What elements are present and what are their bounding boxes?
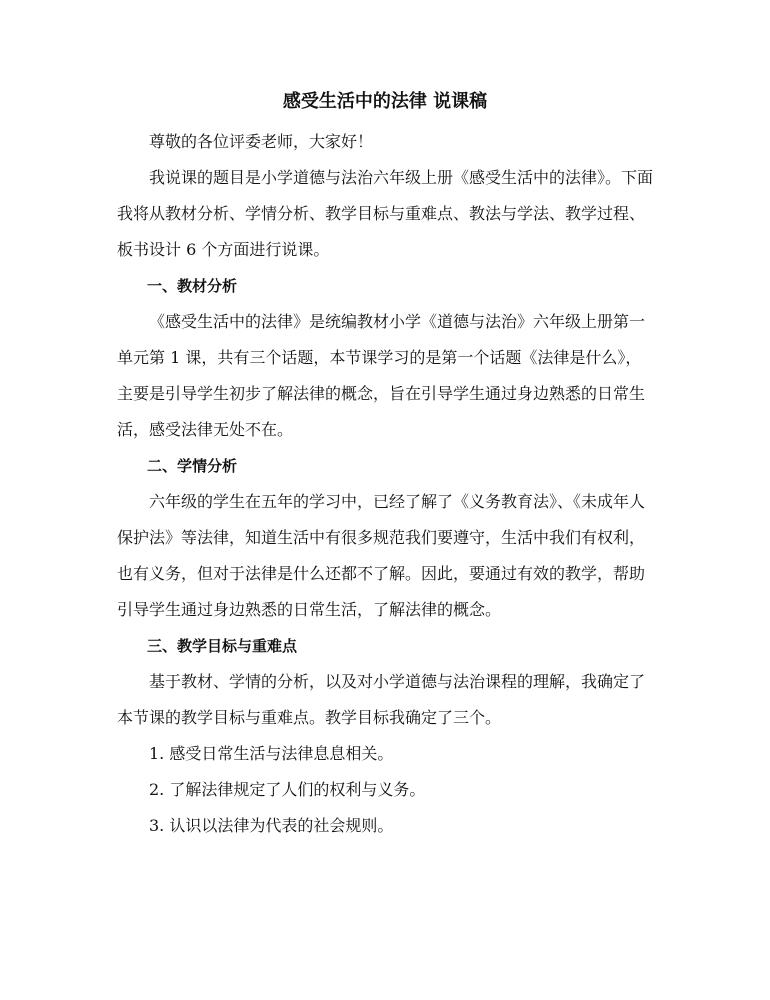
greeting-paragraph: 尊敬的各位评委老师，大家好！ — [149, 132, 374, 151]
document-title: 感受生活中的法律 说课稿 — [282, 91, 488, 112]
section-heading: 二、学情分析 — [147, 457, 238, 475]
body-paragraph: 《感受生活中的法律》是统编教材小学《道德与法治》六年级上册第一单元第 1 课，共有三个话题，本节课学习的是第一个话题《法律是什么》，主要是引导学生初步了解法律的概念，旨在引导学生通过身边熟悉的日常生活，感受法律无处不在。 — [117, 312, 646, 439]
body-paragraph: 基于教材、学情的分析，以及对小学道德与法治课程的理解，我确定了本节课的教学目标与重难点。教学目标我确定了三个。 — [117, 672, 646, 727]
list-item: 2. 了解法律规定了人们的权利与义务。 — [149, 780, 426, 799]
list-item: 3. 认识以法律为代表的社会规则。 — [149, 816, 394, 835]
list-item: 1. 感受日常生活与法律息息相关。 — [149, 744, 394, 763]
intro-paragraph: 我说课的题目是小学道德与法治六年级上册《感受生活中的法律》。下面我将从教材分析、学情分析、教学目标与重难点、教法与学法、教学过程、板书设计 6 个方面进行说课。 — [117, 168, 654, 259]
document-body — [117, 124, 657, 844]
section-heading: 一、教材分析 — [147, 277, 238, 295]
body-paragraph: 六年级的学生在五年的学习中，已经了解了《义务教育法》、《未成年人保护法》等法律，知道生活中有很多规范我们要遵守，生活中我们有权利，也有义务，但对于法律是什么还都不了解。因此，要通过有效的教学，帮助引导学生通过身边熟悉的日常生活，了解法律的概念。 — [117, 492, 646, 619]
section-heading: 三、教学目标与重难点 — [147, 637, 298, 655]
